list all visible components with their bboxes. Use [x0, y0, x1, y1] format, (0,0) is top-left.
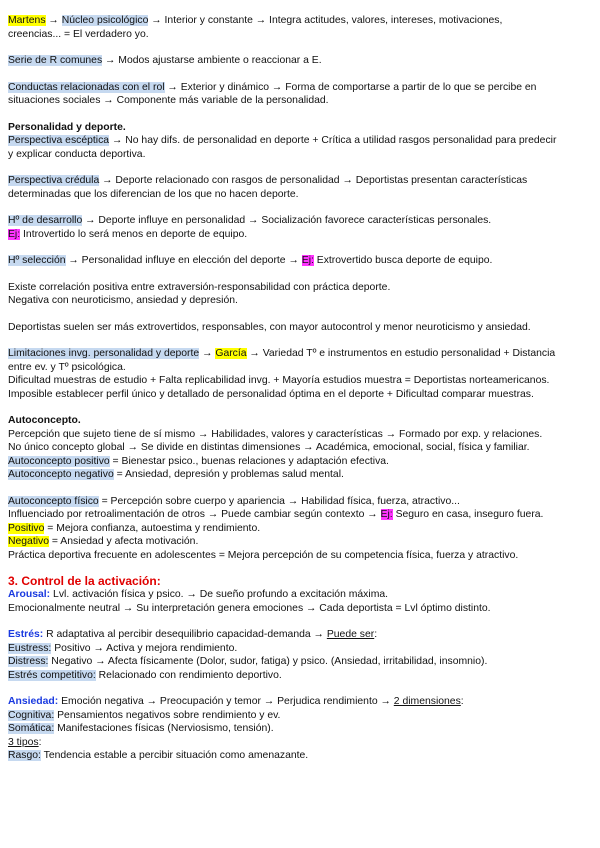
text-span: → Personalidad influye en elección del deporte → — [65, 255, 302, 266]
text-span: → Variedad Tº e instrumentos en estudio personalidad + Distancia — [246, 348, 556, 359]
highlight-term: Conductas relacionadas con el rol — [8, 81, 165, 93]
paragraph-line: Existe correlación positiva entre extraversión-responsabilidad con práctica deporte. — [8, 281, 391, 293]
text-span: → Deporte relacionado con rasgos de personalidad → Deportistas presentan características — [99, 175, 528, 186]
paragraph-line — [8, 588, 600, 602]
text-span: = Ansiedad y afecta motivación. — [49, 536, 199, 547]
paragraph-line — [8, 695, 600, 709]
highlight-term: Estrés competitivo: — [8, 669, 96, 681]
text-span: = Percepción sobre cuerpo y apariencia → Habilidad física, fuerza, atractivo... — [98, 495, 460, 507]
paragraph-line — [8, 495, 600, 509]
section-heading: Autoconcepto. — [8, 415, 81, 426]
text-span: : — [460, 696, 464, 707]
paragraph-line — [8, 642, 600, 656]
paragraph-line — [8, 455, 600, 469]
highlight-term: Perspectiva escéptica — [8, 135, 110, 146]
paragraph-line: Negativa con neuroticismo, ansiedad y depresión. — [8, 295, 238, 306]
paragraph-line — [8, 81, 600, 95]
paragraph-line: No único concepto global → Se divide en distintas dimensiones → Académica, emocional, social, física y familiar. — [8, 442, 530, 453]
paragraph-line — [8, 254, 600, 268]
paragraph-line — [8, 54, 600, 68]
highlight-term: Rasgo: — [8, 750, 41, 761]
text-span: = Mejora confianza, autoestima y rendimiento. — [44, 522, 261, 534]
text-span: : — [38, 736, 42, 748]
text-span: Negativo → Afecta físicamente (Dolor, sudor, fatiga) y psico. (Ansiedad, irritabilidad, insomnio). — [48, 656, 488, 667]
highlight-term: Núcleo psicológico — [61, 15, 149, 26]
paragraph-line: Imposible establecer perfil único y detallado de personalidad óptima en el deporte + Dificultad comparar muestras. — [8, 388, 534, 400]
text-span: Pensamientos negativos sobre rendimiento y ev. — [54, 709, 281, 721]
text-span: Seguro en casa, inseguro fuera. — [392, 509, 544, 520]
text-span: → Modos ajustarse ambiente o reaccionar a E. — [102, 55, 322, 66]
text-span: → Interior y constante → Integra actitudes, valores, intereses, motivaciones, — [148, 15, 503, 26]
paragraph-line — [8, 628, 600, 642]
underlined-text: Puede ser — [326, 629, 375, 640]
paragraph-line — [8, 228, 600, 242]
underlined-text: 3 tipos — [8, 736, 39, 748]
highlight-author: García — [215, 348, 247, 359]
keyword: Estrés: — [8, 629, 44, 640]
paragraph-line — [8, 508, 600, 522]
highlight-term: Hº de desarrollo — [8, 215, 83, 226]
highlight-term: Somática: — [8, 723, 55, 734]
highlight-term: Distress: — [8, 656, 49, 667]
text-span: Manifestaciones físicas (Nerviosismo, tensión). — [54, 723, 274, 734]
text-span: R adaptativa al percibir desequilibrio capacidad-demanda → — [43, 629, 327, 640]
highlight-term: Hº selección — [8, 255, 66, 266]
text-span: Extrovertido busca deporte de equipo. — [313, 255, 493, 266]
underlined-text: 2 dimensiones — [393, 696, 461, 707]
paragraph-line: Emocionalmente neutral → Su interpretación genera emociones → Cada deportista = Lvl óptimo distinto. — [8, 602, 491, 614]
text-span: Influenciado por retroalimentación de otros → Puede cambiar según contexto → — [8, 509, 381, 520]
paragraph-line — [8, 736, 600, 750]
paragraph-line: Práctica deportiva frecuente en adolescentes = Mejora percepción de su competencia física, fuerza y atractivo. — [8, 549, 519, 561]
paragraph-line: determinadas que los diferencian de los que no hacen deporte. — [8, 188, 299, 200]
paragraph-line — [8, 522, 600, 536]
highlight-example: Ej: — [380, 509, 393, 520]
highlight-example: Ej: — [8, 228, 21, 240]
text-span: Positivo → Activa y mejora rendimiento. — [51, 642, 238, 654]
paragraph-line: entre ev. y Tº psicológica. — [8, 361, 126, 373]
paragraph-line — [8, 214, 600, 228]
highlight-term: Limitaciones invg. personalidad y deporte — [8, 348, 200, 359]
text-span: → Deporte influye en personalidad → Socialización favorece características personales. — [82, 215, 492, 226]
highlight-term: Autoconcepto físico — [8, 495, 99, 507]
paragraph-line — [8, 468, 600, 482]
paragraph-line — [8, 14, 600, 28]
paragraph-line: Percepción que sujeto tiene de sí mismo → Habilidades, valores y características → Formado por exp. y relaciones. — [8, 428, 543, 440]
highlight-term: Positivo — [8, 522, 45, 534]
text-span: Lvl. activación física y psico. → De sueño profundo a excitación máxima. — [50, 589, 389, 600]
keyword: Ansiedad: — [8, 696, 59, 707]
text-span: → No hay difs. de personalidad en deporte + Crítica a utilidad rasgos personalidad para predecir — [109, 135, 557, 146]
highlight-example: Ej: — [301, 255, 314, 266]
highlight-term: Eustress: — [8, 642, 52, 654]
paragraph-line — [8, 709, 600, 723]
text-span: → — [199, 348, 216, 359]
paragraph-line — [8, 535, 600, 549]
paragraph-line — [8, 347, 600, 361]
text-span: = Ansiedad, depresión y problemas salud mental. — [113, 469, 344, 480]
paragraph-line — [8, 749, 600, 763]
text-span: Relacionado con rendimiento deportivo. — [95, 669, 282, 681]
paragraph-line — [8, 174, 600, 188]
paragraph-line — [8, 669, 600, 683]
text-span: Tendencia estable a percibir situación como amenazante. — [40, 750, 309, 761]
paragraph-line — [8, 722, 600, 736]
section-heading: Personalidad y deporte. — [8, 121, 126, 133]
highlight-author: Martens — [8, 15, 46, 26]
paragraph-line — [8, 134, 600, 148]
paragraph-line: Deportistas suelen ser más extrovertidos, responsables, con mayor autocontrol y menor neuroticismo y ansiedad. — [8, 321, 531, 333]
highlight-term: Perspectiva crédula — [8, 175, 100, 186]
highlight-term: Serie de R comunes — [8, 55, 103, 66]
text-span: = Bienestar psico., buenas relaciones y adaptación efectiva. — [109, 455, 389, 467]
highlight-term: Autoconcepto negativo — [8, 469, 114, 480]
highlight-term: Autoconcepto positivo — [8, 455, 110, 467]
text-span: → — [45, 15, 62, 26]
text-span: Introvertido lo será menos en deporte de equipo. — [20, 228, 248, 240]
paragraph-line: Dificultad muestras de estudio + Falta replicabilidad invg. + Mayoría estudios muestra = Deportistas norteamericanos. — [8, 375, 550, 386]
highlight-term: Negativo — [8, 536, 50, 547]
text-span: : — [374, 629, 378, 640]
keyword: Arousal: — [8, 589, 51, 600]
highlight-term: Cognitiva: — [8, 709, 55, 721]
paragraph-line — [8, 655, 600, 669]
paragraph-line: creencias... = El verdadero yo. — [8, 28, 149, 40]
section-heading-numbered: 3. Control de la activación: — [8, 574, 161, 588]
paragraph-line: y explicar conducta deportiva. — [8, 148, 146, 160]
paragraph-line: situaciones sociales → Componente más variable de la personalidad. — [8, 95, 329, 106]
text-span: Emoción negativa → Preocupación y temor → Perjudica rendimiento → — [58, 696, 394, 707]
text-span: → Exterior y dinámico → Forma de comportarse a partir de lo que se percibe en — [164, 81, 537, 93]
